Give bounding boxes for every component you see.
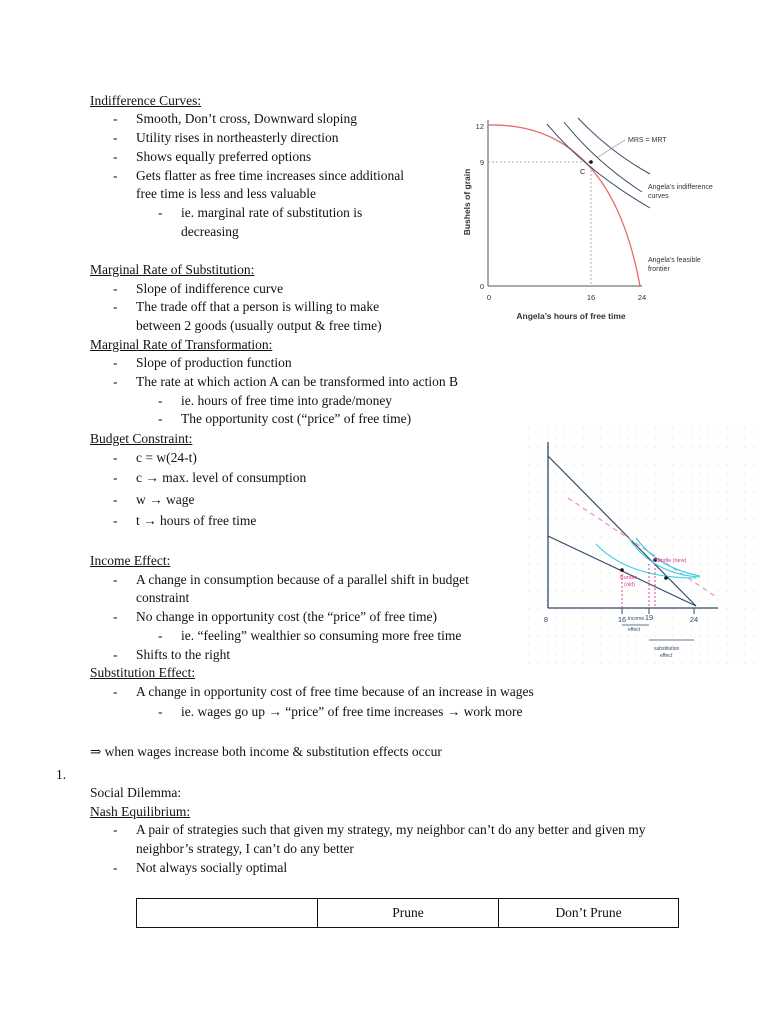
heading-income-effect: Income Effect: xyxy=(90,553,171,568)
mrs-item-2-cont: between 2 goods (usually output & free time) xyxy=(136,318,382,333)
indifference-curve-2 xyxy=(564,122,642,192)
indifference-item-4-cont: free time is less and less valuable xyxy=(136,186,316,201)
label-mrs-mrt: MRS = MRT xyxy=(628,137,667,144)
indifference-item-2: Utility rises in northeasterly direction xyxy=(136,130,339,145)
mrs-item-1: Slope of indifference curve xyxy=(136,281,284,296)
budget-item-4: t → hours of free time xyxy=(136,513,257,528)
heading-substitution-effect: Substitution Effect: xyxy=(90,665,196,680)
label-bundle-old-2: (old) xyxy=(624,582,636,588)
frontier-figure xyxy=(450,112,740,327)
nash-item-1: A pair of strategies such that given my strategy, my neighbor can’t do any better and given my xyxy=(136,822,646,837)
mrt-subitem-2: The opportunity cost (“price” of free time) xyxy=(181,411,412,426)
sketch-x-tick-16: 16 xyxy=(617,615,627,624)
label-substitution-effect-2: effect xyxy=(660,653,673,659)
income-substitution-sketch xyxy=(528,428,760,668)
budget-item-3: w → wage xyxy=(136,492,195,507)
indifference-item-4: Gets flatter as free time increases since additional xyxy=(136,168,405,183)
sketch-x-tick-24: 24 xyxy=(689,615,699,624)
label-feasible-frontier-1: Angela’s feasible xyxy=(648,257,701,264)
heading-social-dilemma: Social Dilemma: xyxy=(90,785,182,800)
point-c xyxy=(589,160,593,164)
table-header-cell: Prune xyxy=(318,899,499,928)
payoff-table xyxy=(136,898,679,928)
bundle-old-point xyxy=(620,568,624,572)
bundle-mid-point xyxy=(664,576,668,580)
budget-item-2: c → max. level of consumption xyxy=(136,470,307,485)
label-income-effect-1: income xyxy=(628,616,645,622)
label-indifference-curves-1: Angela’s indifference xyxy=(648,184,713,191)
budget-item-1: c = w(24-t) xyxy=(136,450,197,465)
indifference-item-1: Smooth, Don’t cross, Downward sloping xyxy=(136,111,357,126)
heading-nash-equilibrium: Nash Equilibrium: xyxy=(90,804,191,819)
point-c-label: C xyxy=(580,167,586,176)
income-item-3: Shifts to the right xyxy=(136,647,231,662)
table-header-cell: Don’t Prune xyxy=(499,899,679,928)
indifference-subitem: ie. marginal rate of substitution is xyxy=(181,205,363,220)
mrt-subitem-1: ie. hours of free time into grade/money xyxy=(181,393,393,408)
heading-mrs: Marginal Rate of Substitution: xyxy=(90,262,255,277)
income-item-1: A change in consumption because of a parallel shift in budget xyxy=(136,572,469,587)
substitution-item-1: A change in opportunity cost of free time because of an increase in wages xyxy=(136,684,534,699)
mrt-item-2: The rate at which action A can be transformed into action B xyxy=(136,374,459,389)
mrs-item-2: The trade off that a person is willing to make xyxy=(136,299,380,314)
x-tick-0: 0 xyxy=(486,293,492,302)
label-bundle-new: Bundle (new) xyxy=(654,558,687,564)
label-income-effect-2: effect xyxy=(628,627,641,633)
feasible-frontier-curve xyxy=(488,125,640,286)
substitution-subitem: ie. wages go up → “price” of free time increases → work more xyxy=(181,704,523,719)
heading-mrt: Marginal Rate of Transformation: xyxy=(90,337,273,352)
nash-item-2: Not always socially optimal xyxy=(136,860,288,875)
mrs-pointer xyxy=(598,140,625,157)
label-substitution-effect-1: substitution xyxy=(654,646,680,652)
conclusion: ⇒ when wages increase both income & substitution effects occur xyxy=(90,744,442,759)
nash-item-1-cont: neighbor’s strategy, I can’t do any better xyxy=(136,841,354,856)
table-row xyxy=(137,899,679,928)
list-number: 1. xyxy=(56,767,67,782)
sketch-x-tick-8: 8 xyxy=(543,615,549,624)
y-axis-label: Bushels of grain xyxy=(462,168,472,236)
income-item-1-cont: constraint xyxy=(136,590,190,605)
x-axis-label: Angela’s hours of free time xyxy=(516,311,626,321)
indifference-subitem-cont: decreasing xyxy=(181,224,239,239)
x-tick-24: 24 xyxy=(637,293,647,302)
x-tick-16: 16 xyxy=(586,293,596,302)
y-tick-12: 12 xyxy=(475,122,484,131)
heading-indifference-curves: Indifference Curves: xyxy=(90,93,202,108)
indifference-item-3: Shows equally preferred options xyxy=(136,149,312,164)
sketch-x-tick-19: 19 xyxy=(644,613,654,622)
table-header-cell xyxy=(137,899,318,928)
income-item-2: No change in opportunity cost (the “price” of free time) xyxy=(136,609,438,624)
y-tick-9: 9 xyxy=(479,158,484,167)
label-indifference-curves-2: curves xyxy=(648,193,669,200)
label-bundle-old-1: Bundle xyxy=(620,575,638,581)
label-feasible-frontier-2: frontier xyxy=(648,266,670,273)
y-tick-0: 0 xyxy=(479,282,484,291)
mrt-item-1: Slope of production function xyxy=(136,355,292,370)
heading-budget-constraint: Budget Constraint: xyxy=(90,431,193,446)
income-subitem: ie. “feeling” wealthier so consuming more free time xyxy=(181,628,462,643)
